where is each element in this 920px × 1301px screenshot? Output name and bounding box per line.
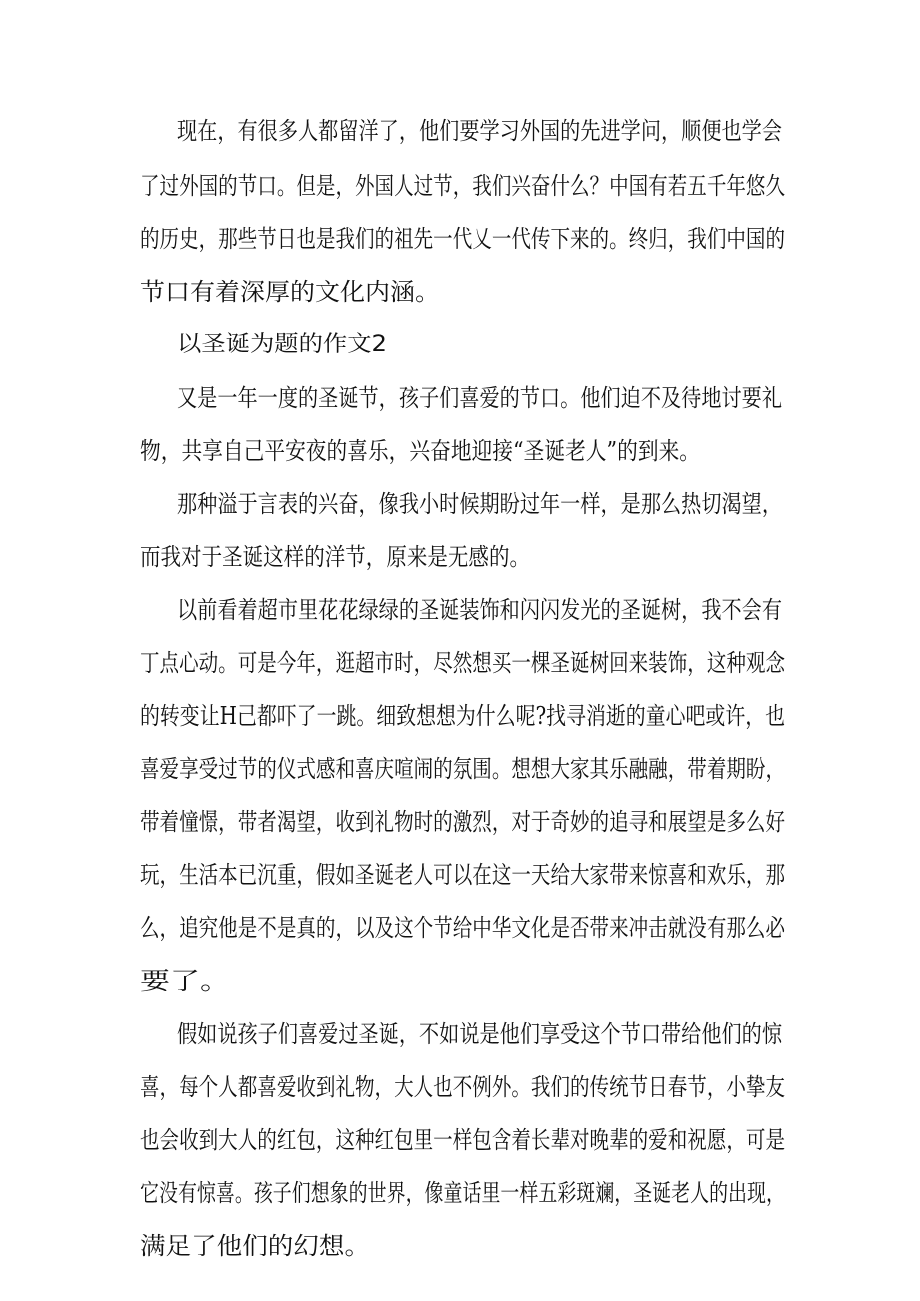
paragraph-5-line-3: 也会收到大人的红包，这种红包里一样包含着长辈对晚辈的爱和祝愿，可是 <box>140 1126 786 1154</box>
paragraph-1-line-4: 节口有着深厚的文化内涵。 <box>140 278 441 306</box>
paragraph-4-line-7: 么，追究他是不是真的，以及这个节给中华文化是否带来冲击就没有那么必 <box>140 914 786 942</box>
paragraph-4-line-6: 玩，生活本已沉重，假如圣诞老人可以在这一天给大家带来惊喜和欢乐，那 <box>140 861 786 889</box>
paragraph-1-line-2: 了过外国的节口。但是，外国人过节，我们兴奋什么？中国有若五千年悠久 <box>140 172 786 200</box>
paragraph-4-line-4: 喜爱享受过节的仪式感和喜庆喧闹的氛围。想想大家其乐融融，带着期盼， <box>140 755 786 783</box>
paragraph-1-line-1: 现在，有很多人都留洋了，他们要学习外国的先进学问，顺便也学会 <box>177 117 783 145</box>
paragraph-5-line-1: 假如说孩子们喜爱过圣诞，不如说是他们享受这个节口带给他们的惊 <box>177 1020 783 1048</box>
paragraph-5-line-5: 满足了他们的幻想。 <box>140 1232 370 1260</box>
article-title: 以圣诞为题的作文2 <box>177 332 388 357</box>
paragraph-3-line-2: 而我对于圣诞这样的洋节，原来是无感的。 <box>140 543 531 571</box>
paragraph-4-line-8: 要了。 <box>140 967 230 995</box>
paragraph-4-line-5: 带着憧憬，带者渴望，收到礼物时的激烈，对于奇妙的追寻和展望是多么好 <box>140 808 786 836</box>
paragraph-2-line-2: 物，共享自己平安夜的喜乐，兴奋地迎接“圣诞老人”的到来。 <box>140 437 701 465</box>
paragraph-4-line-3: 的转变让H己都吓了一跳。细致想想为什么呢?找寻消逝的童心吧或许，也 <box>140 702 786 730</box>
paragraph-1-line-3: 的历史，那些节日也是我们的祖先一代乂一代传下来的。终归，我们中国的 <box>140 225 786 253</box>
paragraph-4-line-1: 以前看着超市里花花绿绿的圣诞装饰和闪闪发光的圣诞树，我不会有 <box>177 596 783 624</box>
paragraph-2-line-1: 又是一年一度的圣诞节，孩子们喜爱的节口。他们迫不及待地讨要礼 <box>177 384 783 412</box>
paragraph-5-line-2: 喜，每个人都喜爱收到礼物，大人也不例外。我们的传统节日春节，小挚友 <box>140 1073 786 1101</box>
paragraph-3-line-1: 那种溢于言表的兴奋，像我小时候期盼过年一样，是那么热切渴望， <box>177 490 783 518</box>
paragraph-4-line-2: 丁点心动。可是今年，逛超市时，尽然想买一棵圣诞树回来装饰，这种观念 <box>140 649 786 677</box>
paragraph-5-line-4: 它没有惊喜。孩子们想象的世界，像童话里一样五彩斑斓，圣诞老人的出现， <box>140 1179 785 1207</box>
